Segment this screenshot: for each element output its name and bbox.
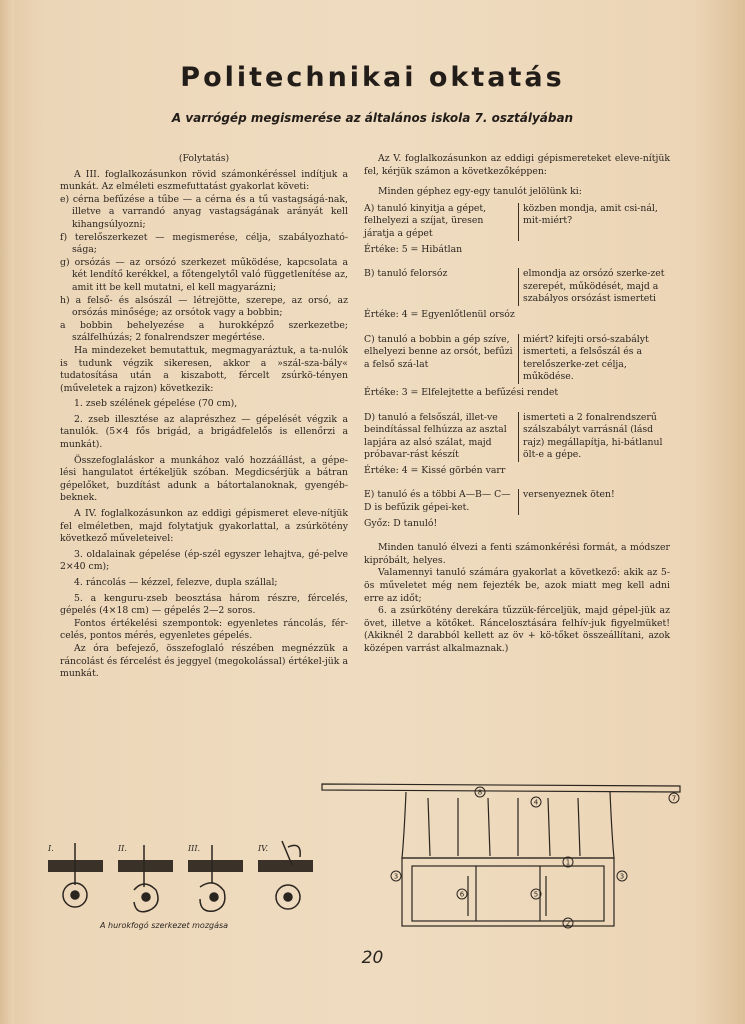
task-left: A) tanuló kinyitja a gépet, felhelyezi a szíjat, üresen járatja a gépet — [364, 202, 487, 239]
paragraph: Fontos értékelési szempontok: egyenletes ráncolás, fér-celés, pontos mérés, egyenletes gépelés. — [60, 617, 348, 642]
task-left: C) tanuló a bobbin a gép szíve, elhelyezi benne az orsót, befűzi a felső szá-lat — [364, 333, 513, 370]
kangaroo-pocket — [412, 866, 604, 921]
paragraph: Az óra befejező, összefoglaló részében megnézzük a ráncolást és fércelést és jeggyel (megokolással) értékel-jük a munkát. — [60, 642, 348, 680]
task-row-b — [364, 268, 670, 306]
svg-text:8: 8 — [477, 788, 483, 797]
marker-6 — [457, 889, 467, 899]
paragraph: Valamennyi tanuló számára gyakorlat a következő: akik az 5-ös műveletet még nem fejezték be, azok miatt meg kell adni erre az időt; — [364, 567, 670, 604]
marker-7 — [669, 793, 679, 803]
paragraph: A IV. foglalkozásunkon az eddigi gépismeret eleve-nítjük fel elméletben, majd folytatjuk gyakorlattal, a zsúrkötény következő műveleteivel: — [60, 508, 348, 545]
page-number: 20 — [361, 948, 384, 968]
list-item: g) orsózás — az orsózó szerkezet működése, kapcsolata a két lendítő kerékkel, a főtengelytől való függetlenítése az, amit itt be kell mutatni, el kell magyarázni; — [60, 256, 348, 293]
stage-1-drawing — [48, 843, 103, 907]
step-item: 5. a kenguru-zseb beosztása három részre, fércelés, gépelés (4×18 cm) — gépelés 2—2 soros. — [60, 592, 348, 617]
marker-1 — [563, 857, 573, 867]
task-row-a — [364, 203, 670, 241]
marker-3-right — [617, 871, 627, 881]
stage-2-drawing — [118, 845, 173, 912]
waistband — [322, 784, 680, 792]
task-right: közben mondja, amit csi-nál, mit-miért? — [518, 203, 670, 241]
right-column — [364, 153, 670, 656]
marker-8 — [475, 787, 485, 797]
continued-label: (Folytatás) — [178, 153, 230, 164]
svg-text:3: 3 — [619, 872, 625, 881]
hook-mechanism-figure — [40, 835, 330, 930]
task-value: Győz: D tanuló! — [364, 517, 438, 529]
stage-label: II. — [118, 844, 127, 853]
intro-paragraph: Az V. foglalkozásunkon az eddigi gépismereteket eleve-nítjük fel, kérjük számon a következőképpen: — [364, 153, 670, 177]
svg-text:4: 4 — [533, 798, 539, 807]
stage-3-drawing — [188, 845, 243, 911]
task-right: miért? kifejti orsó-szabályt ismerteti, a felsőszál és a terelőszerke-zet célja, működése. — [518, 334, 670, 384]
task-right: elmondja az orsózó szerke-zet szerepét, működését, majd a szabályos orsózást ismerteti — [518, 268, 670, 306]
task-row-c — [364, 334, 670, 384]
list-item: h) a felső- és alsószál — létrejötte, szerepe, az orsó, az orsózás minősége; az orsótok vagy a bobbin; — [60, 294, 348, 319]
task-left: E) tanuló és a többi A—B— C—D is befűzik gépei-ket. — [364, 489, 511, 514]
task-left: D) tanuló a felsőszál, illet-ve beindítással felhúzza az asztal lapjára az alsó szálat, majd próbavar-rást készít — [364, 411, 507, 461]
paragraph: Ha mindezeket bemutattuk, megmagyaráztuk, a ta-nulók is tudunk végzik sikeresen, akkor a »szál-sza-bály« tudatosítása után a kiszabott, fércelt zsúrkö-tényen (műveletek a rajzon) következik: — [60, 344, 348, 394]
list-item: f) terelőszerkezet — megismerése, célja, szabályozható-sága; — [60, 231, 348, 256]
step-item: 4. ráncolás — kézzel, felezve, dupla szállal; — [74, 577, 278, 588]
page-subtitle: A varrógép megismerése az általános iskola 7. osztályában — [171, 111, 574, 125]
svg-text:6: 6 — [459, 890, 465, 899]
task-right: ismerteti a 2 fonalrendszerű szálszabályt varrásnál (lásd rajz) megállapítja, hi-bátlanul ölt-e a gépe. — [518, 412, 670, 462]
list-item: a bobbin behelyezése a hurokképző szerkezetbe; szálfelhúzás; 2 fonalrendszer megértése. — [60, 319, 348, 344]
step-item: 3. oldalainak gépelése (ép-szél egyszer lehajtva, gé-pelve 2×40 cm); — [60, 548, 348, 573]
page-fold-shadow — [0, 0, 14, 1024]
svg-text:3: 3 — [393, 872, 399, 881]
paragraph: Minden tanuló élvezi a fenti számonkérési formát, a módszer kipróbált, helyes. — [364, 542, 670, 566]
step-item: 2. zseb illesztése az alaprészhez — gépelését végzik a tanulók. (5×4 fős brigád, a brigádfelelős is ellenőrzi a munkát). — [60, 413, 348, 451]
task-right: versenyeznek öten! — [518, 489, 670, 514]
apron-diagram — [318, 778, 688, 938]
task-value: Értéke: 5 = Hibátlan — [364, 243, 463, 255]
task-value: Értéke: 4 = Kissé görbén varr — [364, 464, 506, 476]
svg-text:1: 1 — [565, 858, 571, 867]
left-column — [60, 153, 348, 681]
paragraph: 6. a zsúrkötény derekára tűzzük-férceljük, majd gépel-jük az övet, illetve a kötőket. Ráncelosztására felhív-juk figyelmüket! (Akiknél 2 darabból kellett az öv + kö-tőket összeállítani, azok középen varrást alkalmaznak.) — [364, 605, 670, 654]
paragraph: Összefoglaláskor a munkához való hozzáállást, a gépe-lési hangulatot értékeljük szóban. Megdicsérjük a bátran gépelőket, buzdítást adunk a bátortalanoknak, gyengéb-beknek. — [60, 454, 348, 504]
marker-3 — [391, 871, 401, 881]
svg-text:7: 7 — [671, 794, 677, 803]
figure-caption: A hurokfogó szerkezet mozgása — [100, 921, 229, 930]
task-row-d — [364, 412, 670, 462]
stage-label: III. — [188, 844, 201, 853]
task-left: B) tanuló felorsóz — [364, 268, 448, 280]
stage-label: IV. — [258, 844, 269, 853]
list-item: e) cérna befűzése a tűbe — a cérna és a tű vastagságá-nak, illetve a varrandó anyag vastagságának arányát kell kihangsúlyozni; — [60, 193, 348, 230]
task-row-e — [364, 489, 670, 514]
lead-paragraph: Minden géphez egy-egy tanulót jelölünk ki: — [378, 186, 582, 198]
page-title: Politechnikai oktatás — [180, 62, 565, 93]
stage-label: I. — [48, 844, 54, 853]
marker-2 — [563, 918, 573, 928]
apron-body — [402, 858, 614, 926]
svg-text:5: 5 — [533, 890, 539, 899]
task-value: Értéke: 4 = Egyenlőtlenül orsóz — [364, 308, 515, 320]
step-item: 1. zseb szélének gépelése (70 cm), — [74, 398, 238, 410]
intro-paragraph: A III. foglalkozásunkon rövid számonkéréssel indítjuk a munkát. Az elméleti eszmefuttatást gyakorlat követi: — [60, 168, 348, 193]
task-value: Értéke: 3 = Elfelejtette a befűzési rendet — [364, 386, 559, 398]
gathered-top — [402, 792, 614, 858]
svg-text:2: 2 — [565, 919, 571, 928]
marker-4 — [531, 797, 541, 807]
